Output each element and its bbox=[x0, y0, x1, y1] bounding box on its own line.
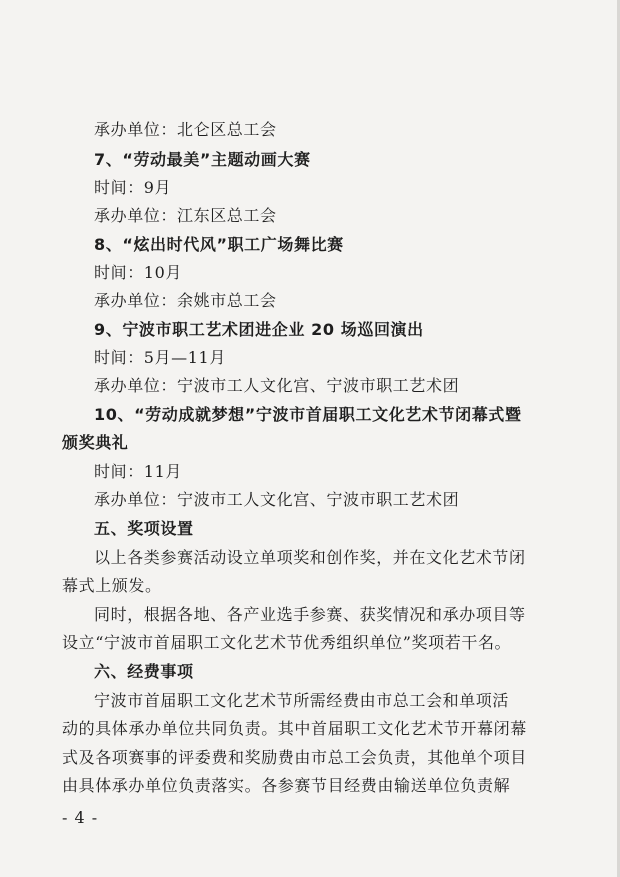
page-number: - 4 - bbox=[62, 808, 99, 827]
paragraph-line: 式及各项赛事的评委费和奖励费由市总工会负责，其他单个项目 bbox=[62, 748, 527, 767]
event-heading: 10、“劳动成就梦想”宁波市首届职工文化艺术节闭幕式暨 bbox=[94, 405, 522, 424]
time-line: 时间：5月—11月 bbox=[94, 348, 226, 367]
event-heading: 9、宁波市职工艺术团进企业 20 场巡回演出 bbox=[94, 320, 424, 339]
event-heading: 7、“劳动最美”主题动画大赛 bbox=[94, 150, 311, 169]
organizer-line: 承办单位：宁波市工人文化宫、宁波市职工艺术团 bbox=[94, 376, 460, 395]
organizer-line: 承办单位：江东区总工会 bbox=[94, 206, 277, 225]
organizer-line: 承办单位：宁波市工人文化宫、宁波市职工艺术团 bbox=[94, 490, 460, 509]
paragraph-line: 幕式上颁发。 bbox=[62, 576, 162, 595]
time-line: 时间：10月 bbox=[94, 263, 182, 282]
event-heading: 8、“炫出时代风”职工广场舞比赛 bbox=[94, 235, 344, 254]
organizer-line: 承办单位：北仑区总工会 bbox=[94, 120, 277, 139]
paragraph-line: 同时，根据各地、各产业选手参赛、获奖情况和承办项目等 bbox=[94, 605, 526, 624]
paragraph-line: 由具体承办单位负责落实。各参赛节目经费由输送单位负责解 bbox=[62, 776, 511, 795]
paragraph-line: 动的具体承办单位共同负责。其中首届职工文化艺术节开幕闭幕 bbox=[62, 719, 527, 738]
show-through-bleed bbox=[410, 120, 426, 141]
time-line: 时间：11月 bbox=[94, 462, 182, 481]
organizer-line: 承办单位：余姚市总工会 bbox=[94, 291, 277, 310]
paragraph-line: 设立“宁波市首届职工文化艺术节优秀组织单位”奖项若干名。 bbox=[62, 633, 512, 652]
section-heading: 六、经费事项 bbox=[94, 662, 194, 681]
section-heading: 五、奖项设置 bbox=[94, 519, 194, 538]
paragraph-line: 以上各类参赛活动设立单项奖和创作奖，并在文化艺术节闭 bbox=[94, 548, 526, 567]
event-heading-continued: 颁奖典礼 bbox=[62, 433, 129, 452]
time-line: 时间：9月 bbox=[94, 178, 172, 197]
paragraph-line: 宁波市首届职工文化艺术节所需经费由市总工会和单项活 bbox=[94, 691, 510, 710]
